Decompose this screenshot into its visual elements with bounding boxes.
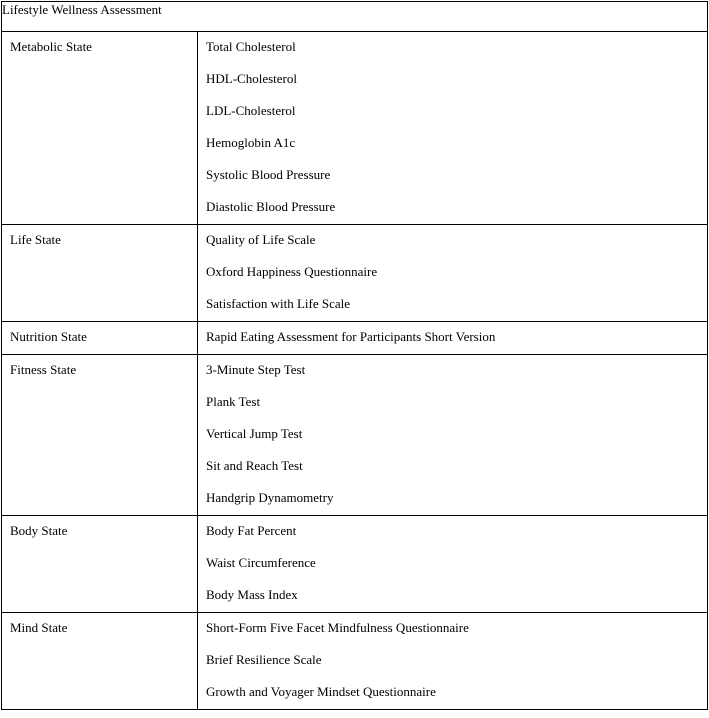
measure-item: LDL-Cholesterol	[206, 103, 296, 118]
category-cell	[2, 225, 198, 322]
measures-cell	[198, 613, 708, 710]
measure-item: Waist Circumference	[206, 555, 316, 570]
measure-item: Satisfaction with Life Scale	[206, 296, 351, 311]
category-label: Body State	[10, 523, 68, 538]
category-cell	[2, 516, 198, 613]
measure-item: Oxford Happiness Questionnaire	[206, 264, 378, 279]
measure-item: Short-Form Five Facet Mindfulness Questionnaire	[206, 620, 469, 635]
table-body	[2, 32, 708, 710]
category-label: Metabolic State	[10, 39, 92, 54]
measure-item: Total Cholesterol	[206, 39, 296, 54]
measures-cell	[198, 32, 708, 225]
measures-cell	[198, 516, 708, 613]
measure-list	[198, 225, 707, 321]
measure-list	[198, 355, 707, 515]
measure-item: Brief Resilience Scale	[206, 652, 322, 667]
category-label: Mind State	[10, 620, 68, 635]
measure-item: Diastolic Blood Pressure	[206, 199, 336, 214]
category-cell	[2, 355, 198, 516]
measure-item: HDL-Cholesterol	[206, 71, 297, 86]
measure-item: 3-Minute Step Test	[206, 362, 306, 377]
category-cell	[2, 322, 198, 355]
table-row	[2, 32, 708, 225]
measure-item: Quality of Life Scale	[206, 232, 316, 247]
table-row	[2, 225, 708, 322]
wellness-assessment-table	[1, 1, 708, 710]
measure-list	[198, 322, 707, 354]
measure-item: Hemoglobin A1c	[206, 135, 296, 150]
table-row	[2, 322, 708, 355]
measure-item: Growth and Voyager Mindset Questionnaire	[206, 684, 436, 699]
measure-item: Plank Test	[206, 394, 261, 409]
measure-list	[198, 32, 707, 224]
measure-item: Rapid Eating Assessment for Participants Short Version	[206, 329, 496, 344]
table-title: Lifestyle Wellness Assessment	[2, 2, 708, 32]
category-label: Nutrition State	[10, 329, 87, 344]
table-row	[2, 516, 708, 613]
measures-cell	[198, 225, 708, 322]
measures-cell	[198, 355, 708, 516]
measure-list	[198, 516, 707, 612]
measure-item: Vertical Jump Test	[206, 426, 303, 441]
category-cell	[2, 613, 198, 710]
measure-item: Sit and Reach Test	[206, 458, 303, 473]
measures-cell	[198, 322, 708, 355]
measure-item: Body Mass Index	[206, 587, 298, 602]
measure-item: Body Fat Percent	[206, 523, 297, 538]
measure-list	[198, 613, 707, 709]
measure-item: Handgrip Dynamometry	[206, 490, 334, 505]
table-row	[2, 613, 708, 710]
measure-item: Systolic Blood Pressure	[206, 167, 331, 182]
category-label: Fitness State	[10, 362, 77, 377]
category-label: Life State	[10, 232, 61, 247]
table-row	[2, 355, 708, 516]
category-cell	[2, 32, 198, 225]
table-title-row	[2, 2, 708, 32]
